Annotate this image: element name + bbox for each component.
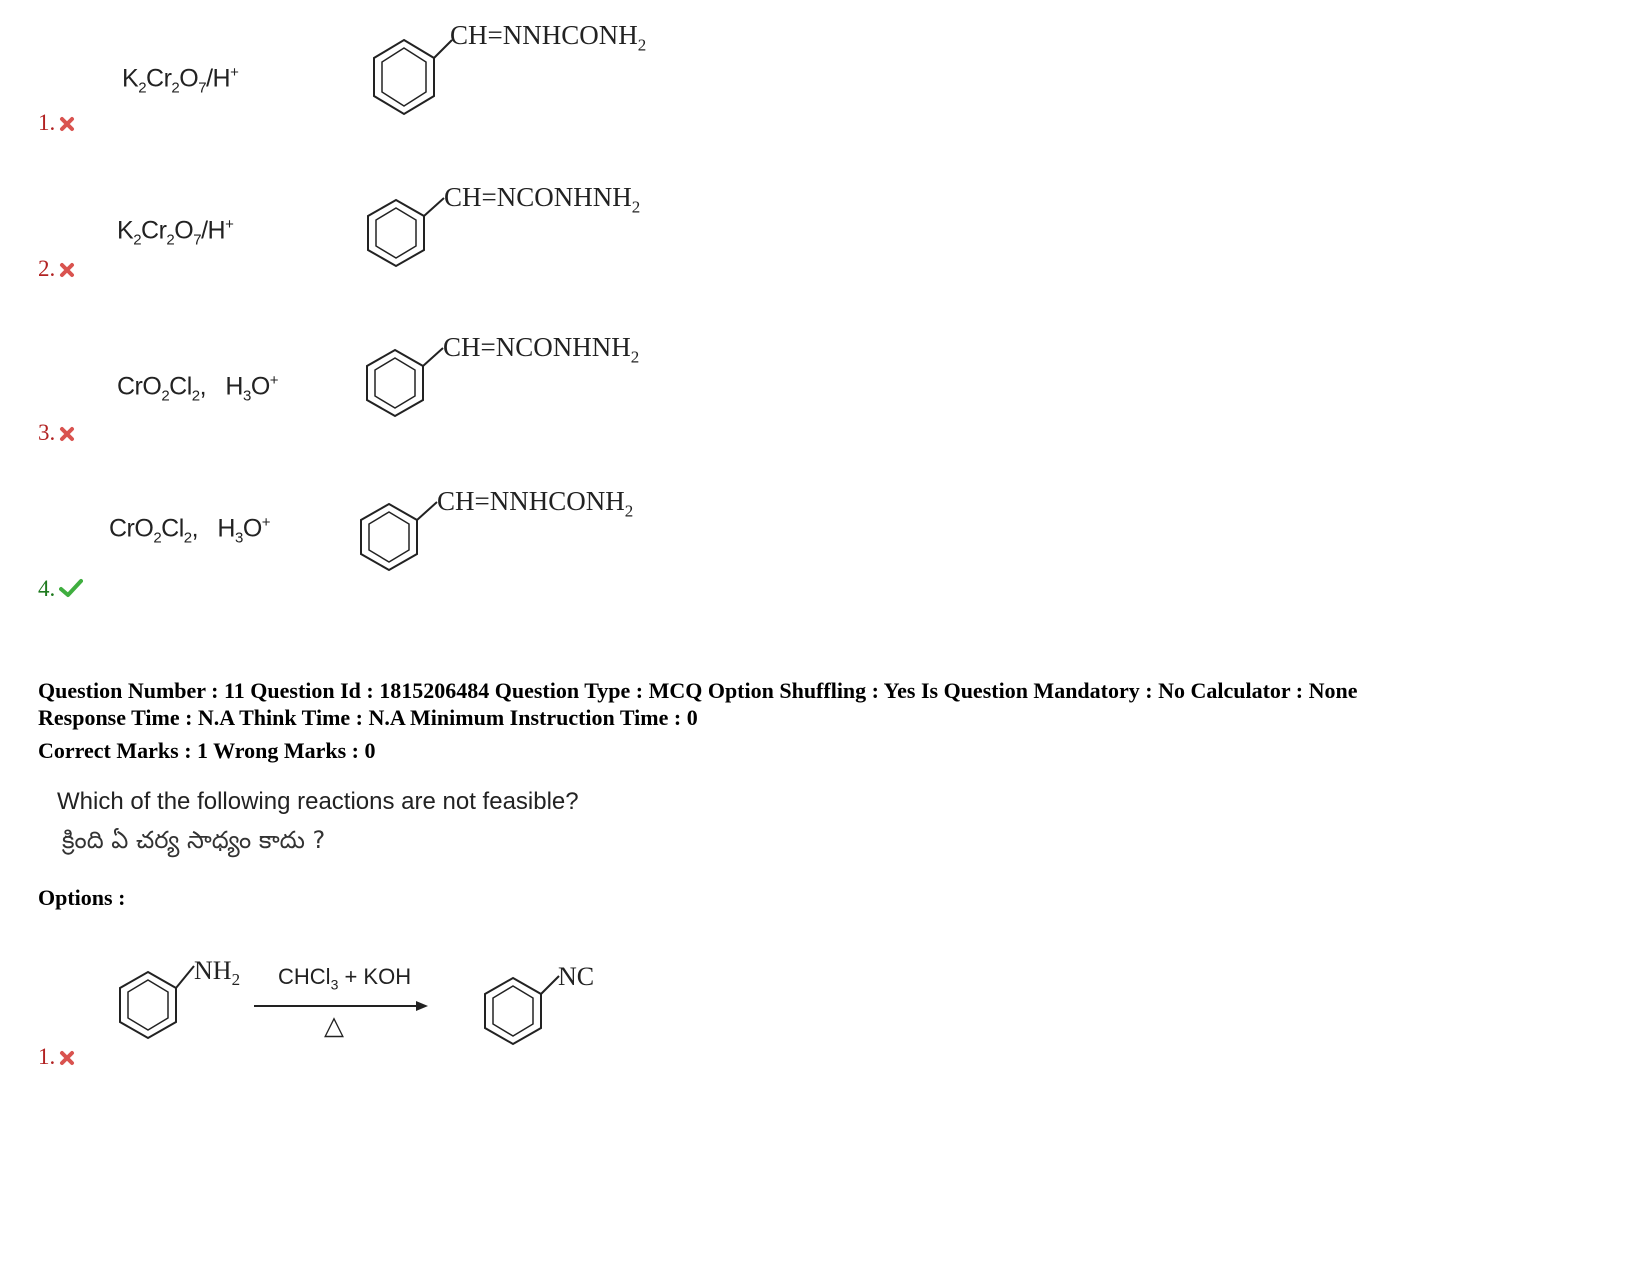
marks-line: Correct Marks : 1 Wrong Marks : 0 [38,738,376,763]
option-3-reagent: $CrO_2Cl_2$, $H_3O^+$ [117,372,279,405]
cross-icon [59,112,75,138]
option-1-number: 1. [38,110,75,138]
question-meta-line-2: Response Time : N.A Think Time : N.A Minimum Instruction Time : 0 [38,705,698,730]
q11-option-1-number: 1. [38,1044,75,1072]
benzene-ring-icon [481,974,551,1050]
check-icon [59,578,83,604]
product-group: NC [558,962,595,991]
benzene-ring-icon [372,36,436,120]
reaction-reagent: CHCl$_3$ + KOH [278,964,412,993]
option-3-number: 3. [38,420,75,448]
option-2-number: 2. [38,256,75,284]
option-2-product: $CH=NCONHNH_2$ [444,182,641,217]
benzene-ring-icon [365,346,429,422]
options-label: Options : [38,885,126,910]
cross-icon [59,422,75,448]
benzene-ring-icon [359,500,423,576]
question-meta-line-1: Question Number : 11 Question Id : 1815206484 Question Type : MCQ Option Shuffling : Yes Is Question Mandatory : No Calculator : None [38,678,1358,703]
option-4-product: $CH=NNHCONH_2$ [437,486,634,521]
option-2-reagent: $K_2Cr_2O_7/H^+$ [117,216,234,249]
option-3-product: $CH=NCONHNH_2$ [443,332,640,367]
question-text-english: Which of the following reactions are not feasible? [57,788,579,815]
heat-symbol: △ [324,1010,344,1040]
option-4-number: 4. [38,576,83,604]
benzene-ring-icon [366,196,430,272]
cross-icon [59,1046,75,1072]
option-1-reagent: $K_2Cr_2O_7/H^+$ [122,64,239,97]
cross-icon [59,258,75,284]
benzene-ring-icon [116,960,186,1040]
option-1-product: $CH=NNHCONH_2$ [450,20,647,55]
reactant-group: $NH_2$ [194,956,241,990]
option-4-reagent: $CrO_2Cl_2$, $H_3O^+$ [109,514,271,547]
question-text-telugu: క్రింది ఏ చర్య సాధ్యం కాదు ? [62,826,326,854]
